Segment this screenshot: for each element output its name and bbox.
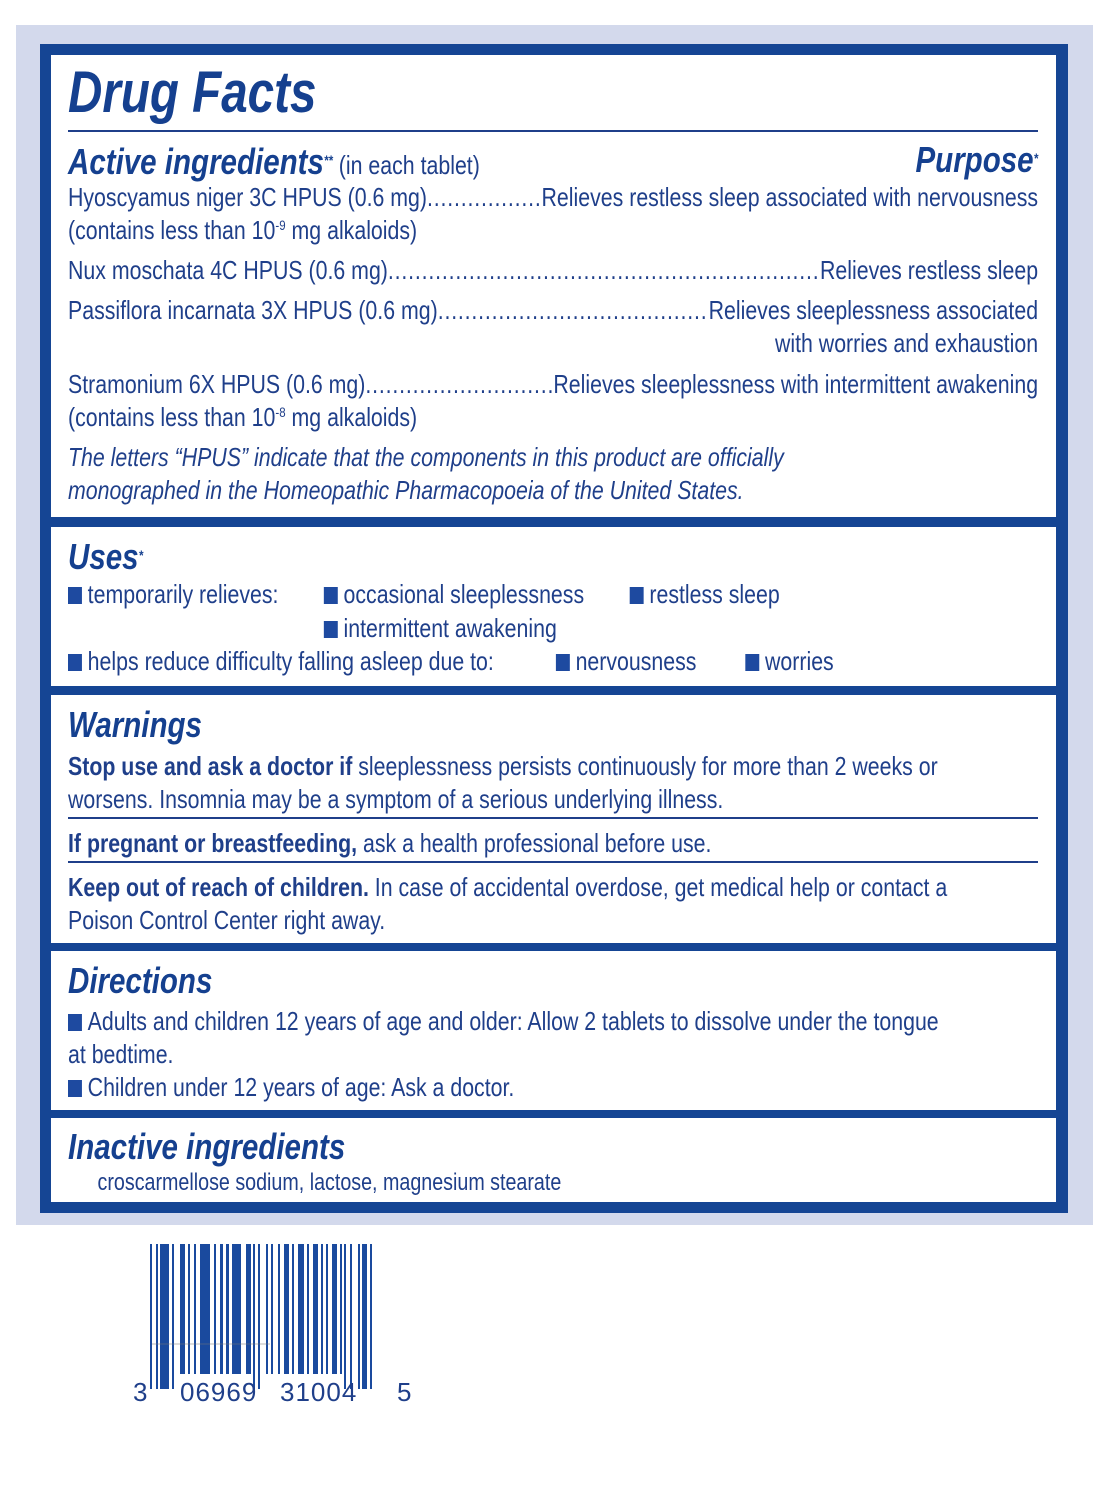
inactive-ingredients-text: croscarmellose sodium, lactose, magnesium stearate: [97, 1169, 562, 1196]
direction-text: Adults and children 12 years of age and older: Allow 2 tablets to dissolve under the tongue: [87, 1006, 939, 1036]
uses-item: [745, 646, 833, 676]
uses-item-text: nervousness: [575, 646, 697, 676]
ingredient-row: [68, 295, 1038, 325]
barcode-bar: [298, 1244, 304, 1374]
barcode-bar: [278, 1244, 280, 1374]
section-warnings: [51, 695, 1056, 943]
section-uses: [51, 527, 1056, 686]
uses-item-text: occasional sleeplessness: [343, 579, 585, 609]
ingredient-name: Stramonium 6X HPUS (0.6 mg): [68, 369, 366, 399]
bullet-square-icon: [324, 587, 338, 604]
direction-text: Children under 12 years of age: Ask a doctor.: [87, 1072, 515, 1102]
direction-item-1-line-2: at bedtime.: [68, 1039, 174, 1069]
bullet-square-icon: [556, 654, 570, 671]
barcode-bar: [214, 1244, 216, 1374]
barcode-bar: [358, 1244, 360, 1389]
barcode-bar: [220, 1244, 223, 1374]
barcode-bar: [180, 1244, 185, 1374]
bullet-square-icon: [324, 621, 338, 638]
warning-bold: Stop use and ask a doctor if: [68, 751, 353, 781]
barcode-bar: [350, 1244, 352, 1389]
purpose-heading: Purpose: [915, 139, 1034, 180]
barcode-bar: [194, 1244, 196, 1374]
dot-leader: [388, 255, 820, 285]
purpose-mark: *: [1033, 150, 1039, 166]
barcode-bar: [271, 1244, 273, 1374]
barcode-digit-first: 3: [133, 1377, 148, 1407]
bullet-square-icon: [68, 587, 82, 604]
drug-facts-title: Drug Facts: [68, 60, 317, 125]
ingredient-note: [68, 402, 417, 432]
uses-lead-1: [68, 579, 278, 609]
uses-lead-text: helps reduce difficulty falling asleep due to:: [87, 646, 494, 676]
bullet-square-icon: [630, 587, 644, 604]
barcode-digits-left: 06969: [180, 1377, 258, 1407]
barcode-bar: [150, 1244, 152, 1389]
uses-lead-2: [68, 646, 494, 676]
barcode-bar: [370, 1244, 372, 1389]
barcode-bar: [292, 1244, 294, 1374]
warning-bold: Keep out of reach of children.: [68, 872, 369, 902]
hpus-note-line-2: monographed in the Homeopathic Pharmacopoeia of the United States.: [68, 475, 744, 505]
barcode-bar: [160, 1244, 169, 1389]
barcode-bar: [284, 1244, 289, 1374]
hpus-note-line-1: The letters “HPUS” indicate that the components in this product are officially: [68, 442, 784, 472]
barcode-bar: [188, 1244, 190, 1374]
warnings-heading: Warnings: [68, 704, 202, 745]
active-ingredients-note: (in each tablet): [338, 150, 480, 180]
bullet-square-icon: [68, 654, 82, 671]
note-text: mg alkaloids): [285, 215, 418, 245]
bullet-square-icon: [68, 1014, 82, 1031]
barcode-bar: [313, 1244, 318, 1374]
ingredient-name: Passiflora incarnata 3X HPUS (0.6 mg): [68, 295, 438, 325]
active-ingredients-header: [68, 143, 480, 181]
ingredient-row: [68, 369, 1038, 399]
active-ingredients-heading: Active ingredients: [68, 141, 324, 182]
barcode-bar: [344, 1244, 346, 1389]
barcode-digit-last: 5: [397, 1377, 412, 1407]
barcode-bar: [200, 1244, 210, 1374]
note-text: mg alkaloids): [285, 402, 418, 432]
barcode-bar: [232, 1244, 241, 1374]
dot-leader: [438, 295, 709, 325]
note-exponent: -9: [275, 217, 286, 233]
ingredient-purpose: Relieves sleeplessness associated: [708, 295, 1039, 325]
ingredient-purpose: Relieves restless sleep associated with nervousness: [541, 182, 1039, 212]
barcode-bar: [326, 1244, 328, 1374]
ingredient-purpose: Relieves restless sleep: [820, 255, 1039, 285]
ingredient-note: [68, 215, 417, 245]
bullet-square-icon: [745, 654, 759, 671]
warning-pregnant: [68, 828, 711, 858]
uses-item: [556, 646, 697, 676]
barcode-bar: [340, 1244, 342, 1374]
section-inactive-ingredients: [51, 1118, 1056, 1202]
warning-stop-use-line-1: [68, 751, 938, 781]
dot-leader: [365, 369, 553, 399]
barcode-bar: [362, 1244, 367, 1389]
warning-rule: [68, 817, 1038, 819]
warning-children-line-1: [68, 872, 947, 902]
uses-lead-text: temporarily relieves:: [87, 579, 279, 609]
warning-text: sleeplessness persists continuously for more than 2 weeks or: [352, 751, 938, 781]
direction-item-1-line-1: [68, 1006, 939, 1036]
uses-item-text: worries: [765, 646, 834, 676]
warning-stop-use-line-2: worsens. Insomnia may be a symptom of a serious underlying illness.: [68, 784, 724, 814]
directions-heading: Directions: [68, 960, 213, 1001]
ingredient-name: Nux moschata 4C HPUS (0.6 mg): [68, 255, 388, 285]
warning-text: ask a health professional before use.: [357, 828, 712, 858]
barcode-bar: [266, 1244, 268, 1374]
uses-header: [68, 538, 143, 579]
section-directions: [51, 951, 1056, 1110]
barcode-bar: [253, 1244, 255, 1389]
barcode-digits-right: 31004: [280, 1377, 358, 1407]
active-ingredients-mark: **: [323, 152, 333, 168]
uses-item: [630, 579, 780, 609]
note-text: (contains less than 10: [68, 215, 276, 245]
ingredient-purpose-continued: with worries and exhaustion: [774, 328, 1039, 358]
ingredient-row: [68, 255, 1038, 285]
barcode-bar: [321, 1244, 323, 1374]
barcode-bar: [332, 1244, 337, 1374]
ingredient-row: [68, 182, 1038, 212]
uses-heading: Uses: [68, 536, 139, 577]
uses-mark: *: [138, 547, 144, 563]
title-rule: [68, 130, 1038, 132]
uses-item: [324, 579, 584, 609]
barcode-bar: [156, 1244, 158, 1389]
barcode-bar: [258, 1244, 260, 1389]
bullet-square-icon: [68, 1080, 82, 1097]
uses-item-text: intermittent awakening: [343, 613, 557, 643]
warning-children-line-2: Poison Control Center right away.: [68, 905, 386, 935]
barcode-bar: [172, 1244, 174, 1389]
ingredient-purpose: Relieves sleeplessness with intermittent awakening: [553, 369, 1039, 399]
direction-item-2: [68, 1072, 514, 1102]
note-text: (contains less than 10: [68, 402, 276, 432]
warning-text: In case of accidental overdose, get medical help or contact a: [368, 872, 948, 902]
uses-item: [324, 613, 557, 643]
purpose-header: [915, 141, 1038, 182]
inactive-ingredients-heading: Inactive ingredients: [68, 1126, 346, 1167]
barcode-bar: [246, 1244, 251, 1374]
uses-item-text: restless sleep: [649, 579, 780, 609]
section-active-ingredients: [51, 55, 1056, 517]
barcode-bar: [226, 1244, 229, 1374]
warning-bold: If pregnant or breastfeeding,: [68, 828, 358, 858]
barcode-bar: [307, 1244, 309, 1374]
note-exponent: -8: [275, 404, 286, 420]
ingredient-name: Hyoscyamus niger 3C HPUS (0.6 mg): [68, 182, 428, 212]
warning-rule: [68, 861, 1038, 863]
dot-leader: [427, 182, 542, 212]
